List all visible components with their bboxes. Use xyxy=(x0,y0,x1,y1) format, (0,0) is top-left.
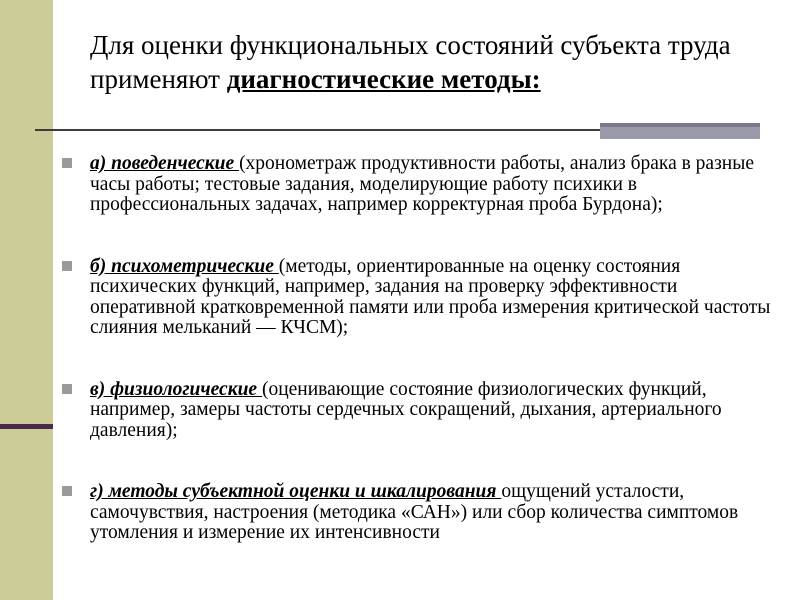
title-line-1: Для оценки функциональных состояний субъекта труда xyxy=(90,30,731,60)
slide-title xyxy=(90,28,770,96)
list-item xyxy=(62,257,774,339)
square-bullet-icon xyxy=(62,158,72,168)
square-bullet-icon xyxy=(62,384,72,394)
method-description: (методы, ориентированные на оценку состояния психических функций, например, задания на проверку эффективности оперативной кратковременной памяти или проба измерения критической частоты слияния мельканий — КЧСМ); xyxy=(90,255,771,338)
method-description: (оценивающие состояние физиологических функций, например, замеры частоты сердечных сокращений, дыхания, артериального давления); xyxy=(90,378,722,441)
square-bullet-icon xyxy=(62,486,72,496)
method-description: ощущений усталости, самочувствия, настроения (методика «САН») или сбор количества симптомов утомления и измерение их интенсивности xyxy=(90,481,739,543)
method-term: а) поведенческие xyxy=(90,153,240,174)
left-decorative-bar xyxy=(0,0,53,600)
list-item xyxy=(62,380,774,442)
list-item xyxy=(62,154,774,216)
method-term: в) физиологические xyxy=(90,378,262,400)
title-divider-block-edge xyxy=(600,123,760,127)
method-term: г) методы субъектной оценки и шкалирования xyxy=(90,481,502,502)
method-term: б) психометрические xyxy=(90,255,279,277)
methods-list xyxy=(62,154,774,544)
list-item xyxy=(62,482,774,544)
square-bullet-icon xyxy=(62,261,72,271)
title-line-2-prefix: применяют xyxy=(90,64,227,94)
left-bar-accent-stripe xyxy=(0,424,53,429)
method-description: (хронометраж продуктивности работы, анализ брака в разные часы работы; тестовые задания, моделирующие работу психики в профессиональных задачах, например корректурная проба Бурдона); xyxy=(90,153,754,215)
title-emphasis: диагностические методы: xyxy=(226,64,541,94)
